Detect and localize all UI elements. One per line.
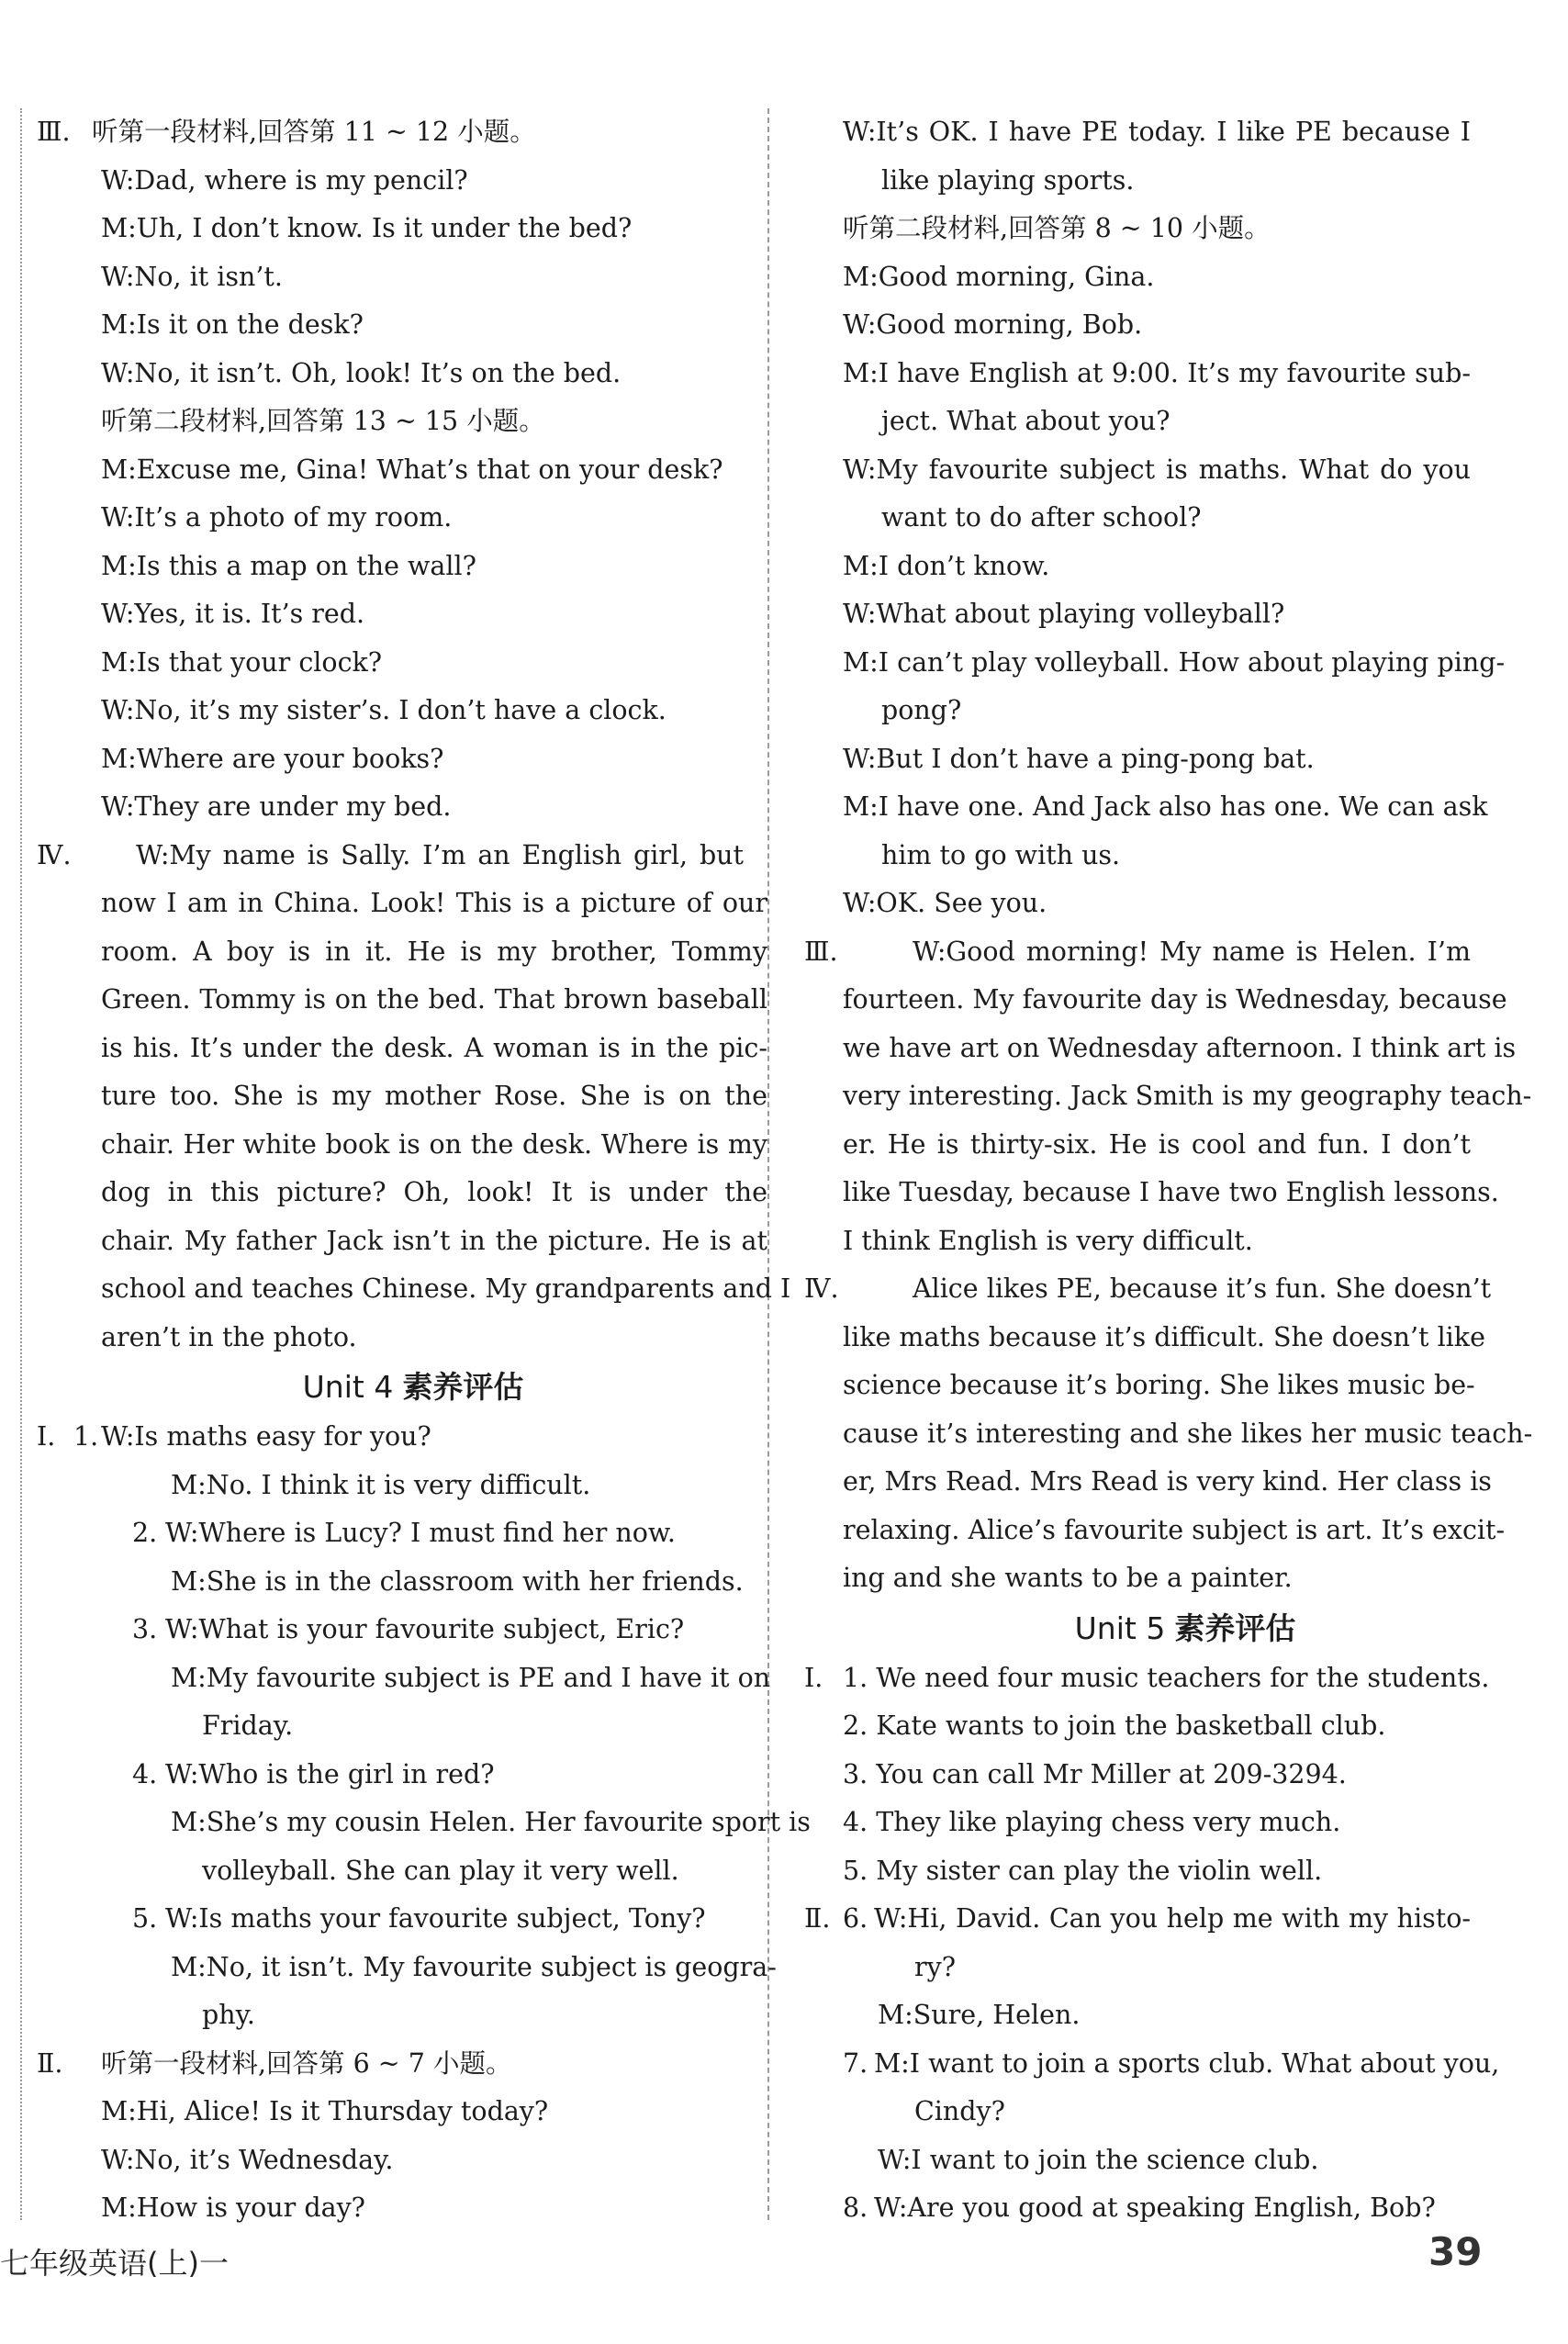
passage-line: room. A boy is in it. He is my brother, Tommy [101, 936, 767, 967]
unit5-heading: Unit 5 素养评估 [1074, 1609, 1296, 1646]
dialogue-line: W:No, it isn’t. Oh, look! It’s on the bed. [101, 357, 622, 388]
dialogue-line: W:But I don’t have a ping-pong bat. [843, 743, 1315, 774]
dialogue-line: M:I don’t know. [843, 550, 1050, 581]
u4-q5-row: 5. W:Is maths your favourite subject, Tony? [132, 1903, 706, 1934]
passage-line: aren’t in the photo. [101, 1321, 357, 1352]
list-item: 2. Kate wants to join the basketball club. [843, 1710, 1386, 1741]
passage-line: relaxing. Alice’s favourite subject is art. It’s excit- [843, 1514, 1506, 1545]
dialogue-line: M:Where are your books? [101, 743, 444, 774]
dialogue-line: M:No, it isn’t. My favourite subject is geogra- [171, 1951, 777, 1982]
dialogue-line: W:OK. See you. [843, 888, 1047, 918]
dialogue-line: M:How is your day? [101, 2193, 365, 2223]
dialogue-line: like playing sports. [881, 164, 1135, 196]
passage-line: chair. My father Jack isn’t in the picture. He is at [101, 1225, 767, 1256]
dialogue-line: M:Is it on the desk? [101, 309, 364, 340]
passage-line: school and teaches Chinese. My grandparents and I [101, 1273, 791, 1304]
dialogue-line: W:What about playing volleyball? [843, 599, 1285, 629]
instruction-line: 听第二段材料,回答第 13 ~ 15 小题。 [101, 406, 545, 436]
passage-line: chair. Her white book is on the desk. Where is my [101, 1128, 767, 1160]
dialogue-line: M:No. I think it is very difficult. [171, 1469, 591, 1500]
instruction-line: 听第二段材料,回答第 8 ~ 10 小题。 [843, 213, 1271, 243]
u4-q2-row: 2. W:Where is Lucy? I must find her now. [132, 1518, 676, 1548]
dialogue-line: M:Excuse me, Gina! What’s that on your desk? [101, 454, 723, 485]
dialogue-line: W:Yes, it is. It’s red. [101, 599, 365, 629]
list-item: 5. My sister can play the violin well. [843, 1855, 1323, 1886]
dialogue-line: phy. [202, 2000, 255, 2030]
dialogue-line: Cindy? [914, 2096, 1005, 2126]
passage-line: fourteen. My favourite day is Wednesday, because [843, 984, 1507, 1015]
passage-line: dog in this picture? Oh, look! It is under the [101, 1177, 767, 1207]
dialogue-line: W:Dad, where is my pencil? [101, 164, 468, 196]
passage-line: er. He is thirty-six. He is cool and fun. I don’t [843, 1128, 1471, 1160]
u5-q7-row: 7. M:I want to join a sports club. What about you, [843, 2047, 1500, 2079]
dialogue-line: M:She’s my cousin Helen. Her favourite sport is [171, 1807, 811, 1837]
left-sec3-heading: Ⅲ. 听第一段材料,回答第 11 ~ 12 小题。 [37, 117, 536, 147]
dialogue-line: W:My favourite subject is maths. What do you [843, 454, 1471, 485]
u4-q4-row: 4. W:Who is the girl in red? [132, 1758, 495, 1789]
left-margin-rule [20, 108, 22, 2220]
dialogue-line: him to go with us. [881, 839, 1121, 870]
list-item: 4. They like playing chess very much. [843, 1807, 1341, 1837]
dialogue-line: Friday. [202, 1710, 294, 1741]
right-sec3-first-line: Ⅲ. W:Good morning! My name is Helen. I’m [804, 936, 1471, 967]
u4-q3-row: 3. W:What is your favourite subject, Eric? [132, 1614, 685, 1644]
dialogue-line: ject. What about you? [881, 406, 1170, 436]
dialogue-line: W:No, it’s Wednesday. [101, 2144, 394, 2175]
dialogue-line: W:No, it’s my sister’s. I don’t have a clock. [101, 695, 666, 725]
passage-line: now I am in China. Look! This is a picture of our [101, 888, 767, 918]
book-title-footer: 七年级英语(上)一 [0, 2246, 229, 2281]
column-divider [767, 108, 769, 2220]
dialogue-line: M:Good morning, Gina. [843, 261, 1155, 292]
dialogue-line: pong? [881, 695, 962, 725]
dialogue-line: M:She is in the classroom with her friends. [171, 1565, 744, 1597]
u4-q1-row: Ⅰ. 1.W:Is maths easy for you? [37, 1421, 431, 1452]
dialogue-line: W:It’s OK. I have PE today. I like PE because I [843, 117, 1471, 147]
unit4-heading: Unit 4 素养评估 [302, 1369, 524, 1405]
page-number: 39 [1428, 2229, 1483, 2274]
dialogue-line: W:It’s a photo of my room. [101, 502, 453, 533]
passage-line: science because it’s boring. She likes music be- [843, 1370, 1475, 1400]
left-column [37, 108, 811, 2233]
dialogue-line: M:Is that your clock? [101, 646, 383, 678]
list-item: 3. You can call Mr Miller at 209-3294. [843, 1758, 1347, 1789]
u5-q1-row: Ⅰ. 1. We need four music teachers for the students. [804, 1662, 1490, 1693]
passage-line: ing and she wants to be a painter. [843, 1563, 1293, 1593]
dialogue-line: W:No, it isn’t. [101, 261, 283, 292]
dialogue-line: W:They are under my bed. [101, 791, 452, 822]
dialogue-line: M:I have English at 9:00. It’s my favourite sub- [843, 357, 1471, 388]
right-column [804, 108, 1533, 2233]
passage-line: er, Mrs Read. Mrs Read is very kind. Her class is [843, 1466, 1492, 1497]
dialogue-line: W:Good morning, Bob. [843, 309, 1143, 340]
dialogue-line: M:Uh, I don’t know. Is it under the bed? [101, 213, 633, 243]
dialogue-line: M:My favourite subject is PE and I have it on [171, 1662, 771, 1693]
passage-line: cause it’s interesting and she likes her music teach- [843, 1418, 1533, 1449]
passage-line: very interesting. Jack Smith is my geography teach- [843, 1081, 1532, 1111]
dialogue-line: volleyball. She can play it very well. [202, 1855, 679, 1886]
passage-line: we have art on Wednesday afternoon. I think art is [843, 1032, 1517, 1063]
dialogue-line: W:I want to join the science club. [878, 2144, 1319, 2175]
passage-line: like Tuesday, because I have two English lessons. [843, 1177, 1499, 1207]
u5-q6-row: Ⅱ. 6. W:Hi, David. Can you help me with my histo- [804, 1903, 1471, 1934]
passage-line: ture too. She is my mother Rose. She is on the [101, 1081, 767, 1111]
dialogue-line: M:Sure, Helen. [878, 2000, 1081, 2030]
right-sec4-first-line: Ⅳ. Alice likes PE, because it’s fun. She doesn’t [804, 1273, 1492, 1304]
dialogue-line: ry? [914, 1951, 957, 1982]
passage-line: is his. It’s under the desk. A woman is in the pic- [101, 1032, 767, 1063]
u4-sec2-heading: Ⅱ. 听第一段材料,回答第 6 ~ 7 小题。 [37, 2047, 512, 2079]
left-sec4-first-line: Ⅳ. W:My name is Sally. I’m an English girl, but [37, 839, 744, 870]
dialogue-line: M:Is this a map on the wall? [101, 550, 476, 581]
u5-q8-row: 8. W:Are you good at speaking English, Bob? [843, 2193, 1436, 2223]
dialogue-line: M:Hi, Alice! Is it Thursday today? [101, 2096, 549, 2126]
passage-line: like maths because it’s difficult. She doesn’t like [843, 1321, 1485, 1352]
passage-line: I think English is very difficult. [843, 1225, 1253, 1256]
dialogue-line: M:I can’t play volleyball. How about playing ping- [843, 646, 1506, 678]
dialogue-line: M:I have one. And Jack also has one. We can ask [843, 791, 1488, 822]
dialogue-line: want to do after school? [881, 502, 1202, 533]
passage-line: Green. Tommy is on the bed. That brown baseball [101, 984, 767, 1015]
